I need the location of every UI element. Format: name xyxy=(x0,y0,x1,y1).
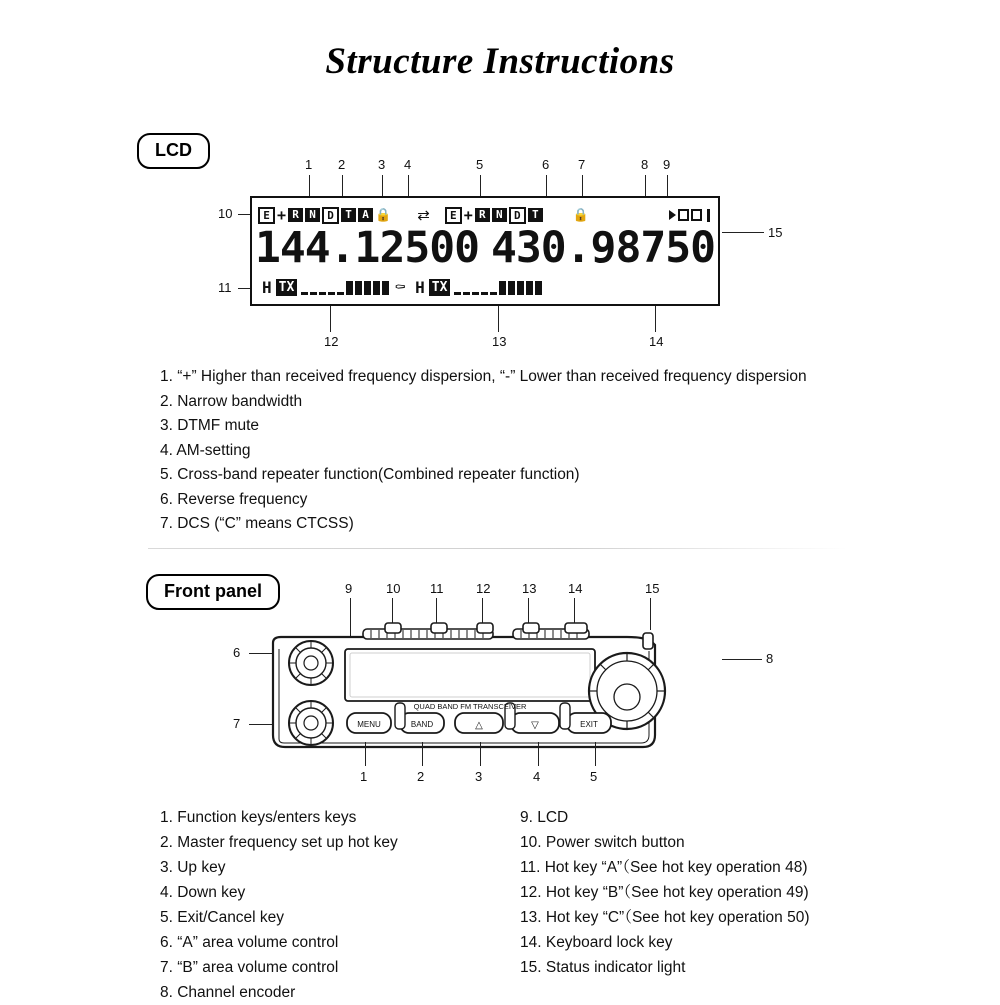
indicator-E-left: E xyxy=(258,207,275,224)
fp-callout-13: 13 xyxy=(522,581,537,596)
fp-callout-12: 12 xyxy=(476,581,491,596)
lcd-meter-row xyxy=(258,274,712,300)
power-level-left: H xyxy=(262,277,272,297)
lcd-callout-14: 14 xyxy=(649,334,664,349)
fp-legend-item: 8. Channel encoder xyxy=(160,984,296,1001)
fp-callout-3: 3 xyxy=(475,769,483,784)
leader-line xyxy=(498,306,499,332)
lcd-frequency-row xyxy=(255,223,715,273)
tx-badge-right: TX xyxy=(429,279,451,296)
battery-icon xyxy=(669,209,710,222)
svg-text:△: △ xyxy=(475,720,483,731)
fp-callout-1: 1 xyxy=(360,769,368,784)
padlock-icon-right: 🔒 xyxy=(572,207,590,223)
lcd-callout-4: 4 xyxy=(404,157,412,172)
indicator-T-left: T xyxy=(341,208,356,222)
fp-legend-item: 15. Status indicator light xyxy=(520,959,686,976)
fp-legend-item: 7. “B” area volume control xyxy=(160,959,339,976)
svg-text:BAND: BAND xyxy=(410,720,434,729)
lcd-callout-3: 3 xyxy=(378,157,386,172)
fp-callout-10: 10 xyxy=(386,581,401,596)
lcd-callout-12: 12 xyxy=(324,334,339,349)
indicator-R-left: R xyxy=(288,208,303,222)
radio-svg xyxy=(255,615,715,765)
leader-line xyxy=(722,232,764,233)
fp-callout-11: 11 xyxy=(430,581,444,596)
frequency-left: 144.12500 xyxy=(255,223,479,273)
fp-legend-item: 14. Keyboard lock key xyxy=(520,934,673,951)
front-panel-legend-right xyxy=(520,805,940,980)
fp-callout-6: 6 xyxy=(233,645,241,660)
lcd-callout-6: 6 xyxy=(542,157,550,172)
fp-legend-item: 10. Power switch button xyxy=(520,834,685,851)
fp-legend-item: 3. Up key xyxy=(160,859,226,876)
fp-legend-item: 13. Hot key “C”（See hot key operation 50) xyxy=(520,909,810,926)
signal-meter-right xyxy=(454,279,542,295)
page-title: Structure Instructions xyxy=(325,41,675,82)
lcd-left-indicators xyxy=(258,206,391,224)
fp-callout-7: 7 xyxy=(233,716,241,731)
leader-line xyxy=(330,306,331,332)
fp-legend-item: 9. LCD xyxy=(520,809,569,826)
lcd-legend-item: 4. AM-setting xyxy=(160,441,251,459)
leader-line xyxy=(365,742,366,766)
fp-callout-4: 4 xyxy=(533,769,541,784)
tx-badge-left: TX xyxy=(276,279,298,296)
svg-text:MENU: MENU xyxy=(357,720,381,729)
fp-callout-14: 14 xyxy=(568,581,583,596)
lcd-legend-item: 6. Reverse frequency xyxy=(160,490,308,508)
lcd-panel xyxy=(250,196,720,306)
lcd-legend-item: 5. Cross-band repeater function(Combined repeater function) xyxy=(160,466,580,483)
section-divider xyxy=(148,548,848,549)
leader-line xyxy=(422,742,423,766)
front-panel-illustration xyxy=(255,615,715,765)
lcd-legend-item: 7. DCS (“C” means CTCSS) xyxy=(160,515,354,532)
indicator-N-left: N xyxy=(305,208,320,222)
lcd-legend-item: 3. DTMF mute xyxy=(160,417,260,434)
indicator-A-left: A xyxy=(358,208,373,222)
leader-line xyxy=(480,742,481,766)
lcd-screen xyxy=(250,196,720,306)
leader-line xyxy=(538,742,539,766)
lcd-callout-7: 7 xyxy=(578,157,586,172)
fp-legend-item: 2. Master frequency set up hot key xyxy=(160,834,398,851)
signal-meter-left xyxy=(301,279,389,295)
lcd-callout-9: 9 xyxy=(663,157,671,172)
fp-legend-item: 1. Function keys/enters keys xyxy=(160,809,357,826)
fp-legend-item: 11. Hot key “A”（See hot key operation 48) xyxy=(520,859,808,876)
section-label-lcd: LCD xyxy=(137,133,210,169)
indicator-plus-right: + xyxy=(463,206,473,224)
fp-legend-item: 5. Exit/Cancel key xyxy=(160,909,285,926)
indicator-R-right: R xyxy=(475,208,490,222)
fp-callout-9: 9 xyxy=(345,581,353,596)
lcd-callout-10: 10 xyxy=(218,206,233,221)
svg-text:▽: ▽ xyxy=(531,720,539,731)
fp-callout-15: 15 xyxy=(645,581,660,596)
lcd-right-indicators xyxy=(445,206,589,224)
cross-band-repeater-icon: ⇄ xyxy=(417,206,429,224)
lcd-callout-1: 1 xyxy=(305,157,313,172)
frequency-right: 430.98750 xyxy=(491,223,715,273)
lcd-callout-13: 13 xyxy=(492,334,507,349)
lcd-callout-2: 2 xyxy=(338,157,346,172)
key-lock-icon: ⚰ xyxy=(394,278,407,295)
fp-legend-item: 6. “A” area volume control xyxy=(160,934,339,951)
fp-legend-item: 12. Hot key “B”（See hot key operation 49) xyxy=(520,884,809,901)
leader-line xyxy=(595,742,596,766)
padlock-icon-left: 🔒 xyxy=(375,207,392,223)
lcd-callout-5: 5 xyxy=(476,157,484,172)
power-level-right: H xyxy=(415,277,425,297)
lcd-callout-11: 11 xyxy=(218,280,232,295)
indicator-T-right: T xyxy=(528,208,543,222)
lcd-legend-list xyxy=(160,365,920,537)
indicator-D-right: D xyxy=(509,207,526,224)
lcd-legend-item: 1. “+” Higher than received frequency dispersion, “-” Lower than received frequency dispersion xyxy=(160,368,807,385)
lcd-legend-item: 2. Narrow bandwidth xyxy=(160,392,303,410)
front-panel-legend-left xyxy=(160,805,540,1005)
indicator-plus-left: + xyxy=(277,206,287,224)
section-label-front-panel: Front panel xyxy=(146,574,280,610)
svg-text:QUAD BAND FM TRANSCEIVER: QUAD BAND FM TRANSCEIVER xyxy=(413,702,527,711)
fp-callout-5: 5 xyxy=(590,769,598,784)
fp-legend-item: 4. Down key xyxy=(160,884,246,901)
indicator-N-right: N xyxy=(492,208,507,222)
svg-text:EXIT: EXIT xyxy=(580,720,598,729)
indicator-D-left: D xyxy=(322,207,339,224)
indicator-E-right: E xyxy=(445,207,462,224)
leader-line xyxy=(722,659,762,660)
lcd-callout-15: 15 xyxy=(768,225,783,240)
fp-callout-2: 2 xyxy=(417,769,425,784)
leader-line xyxy=(655,306,656,332)
lcd-callout-8: 8 xyxy=(641,157,649,172)
fp-callout-8: 8 xyxy=(766,651,774,666)
